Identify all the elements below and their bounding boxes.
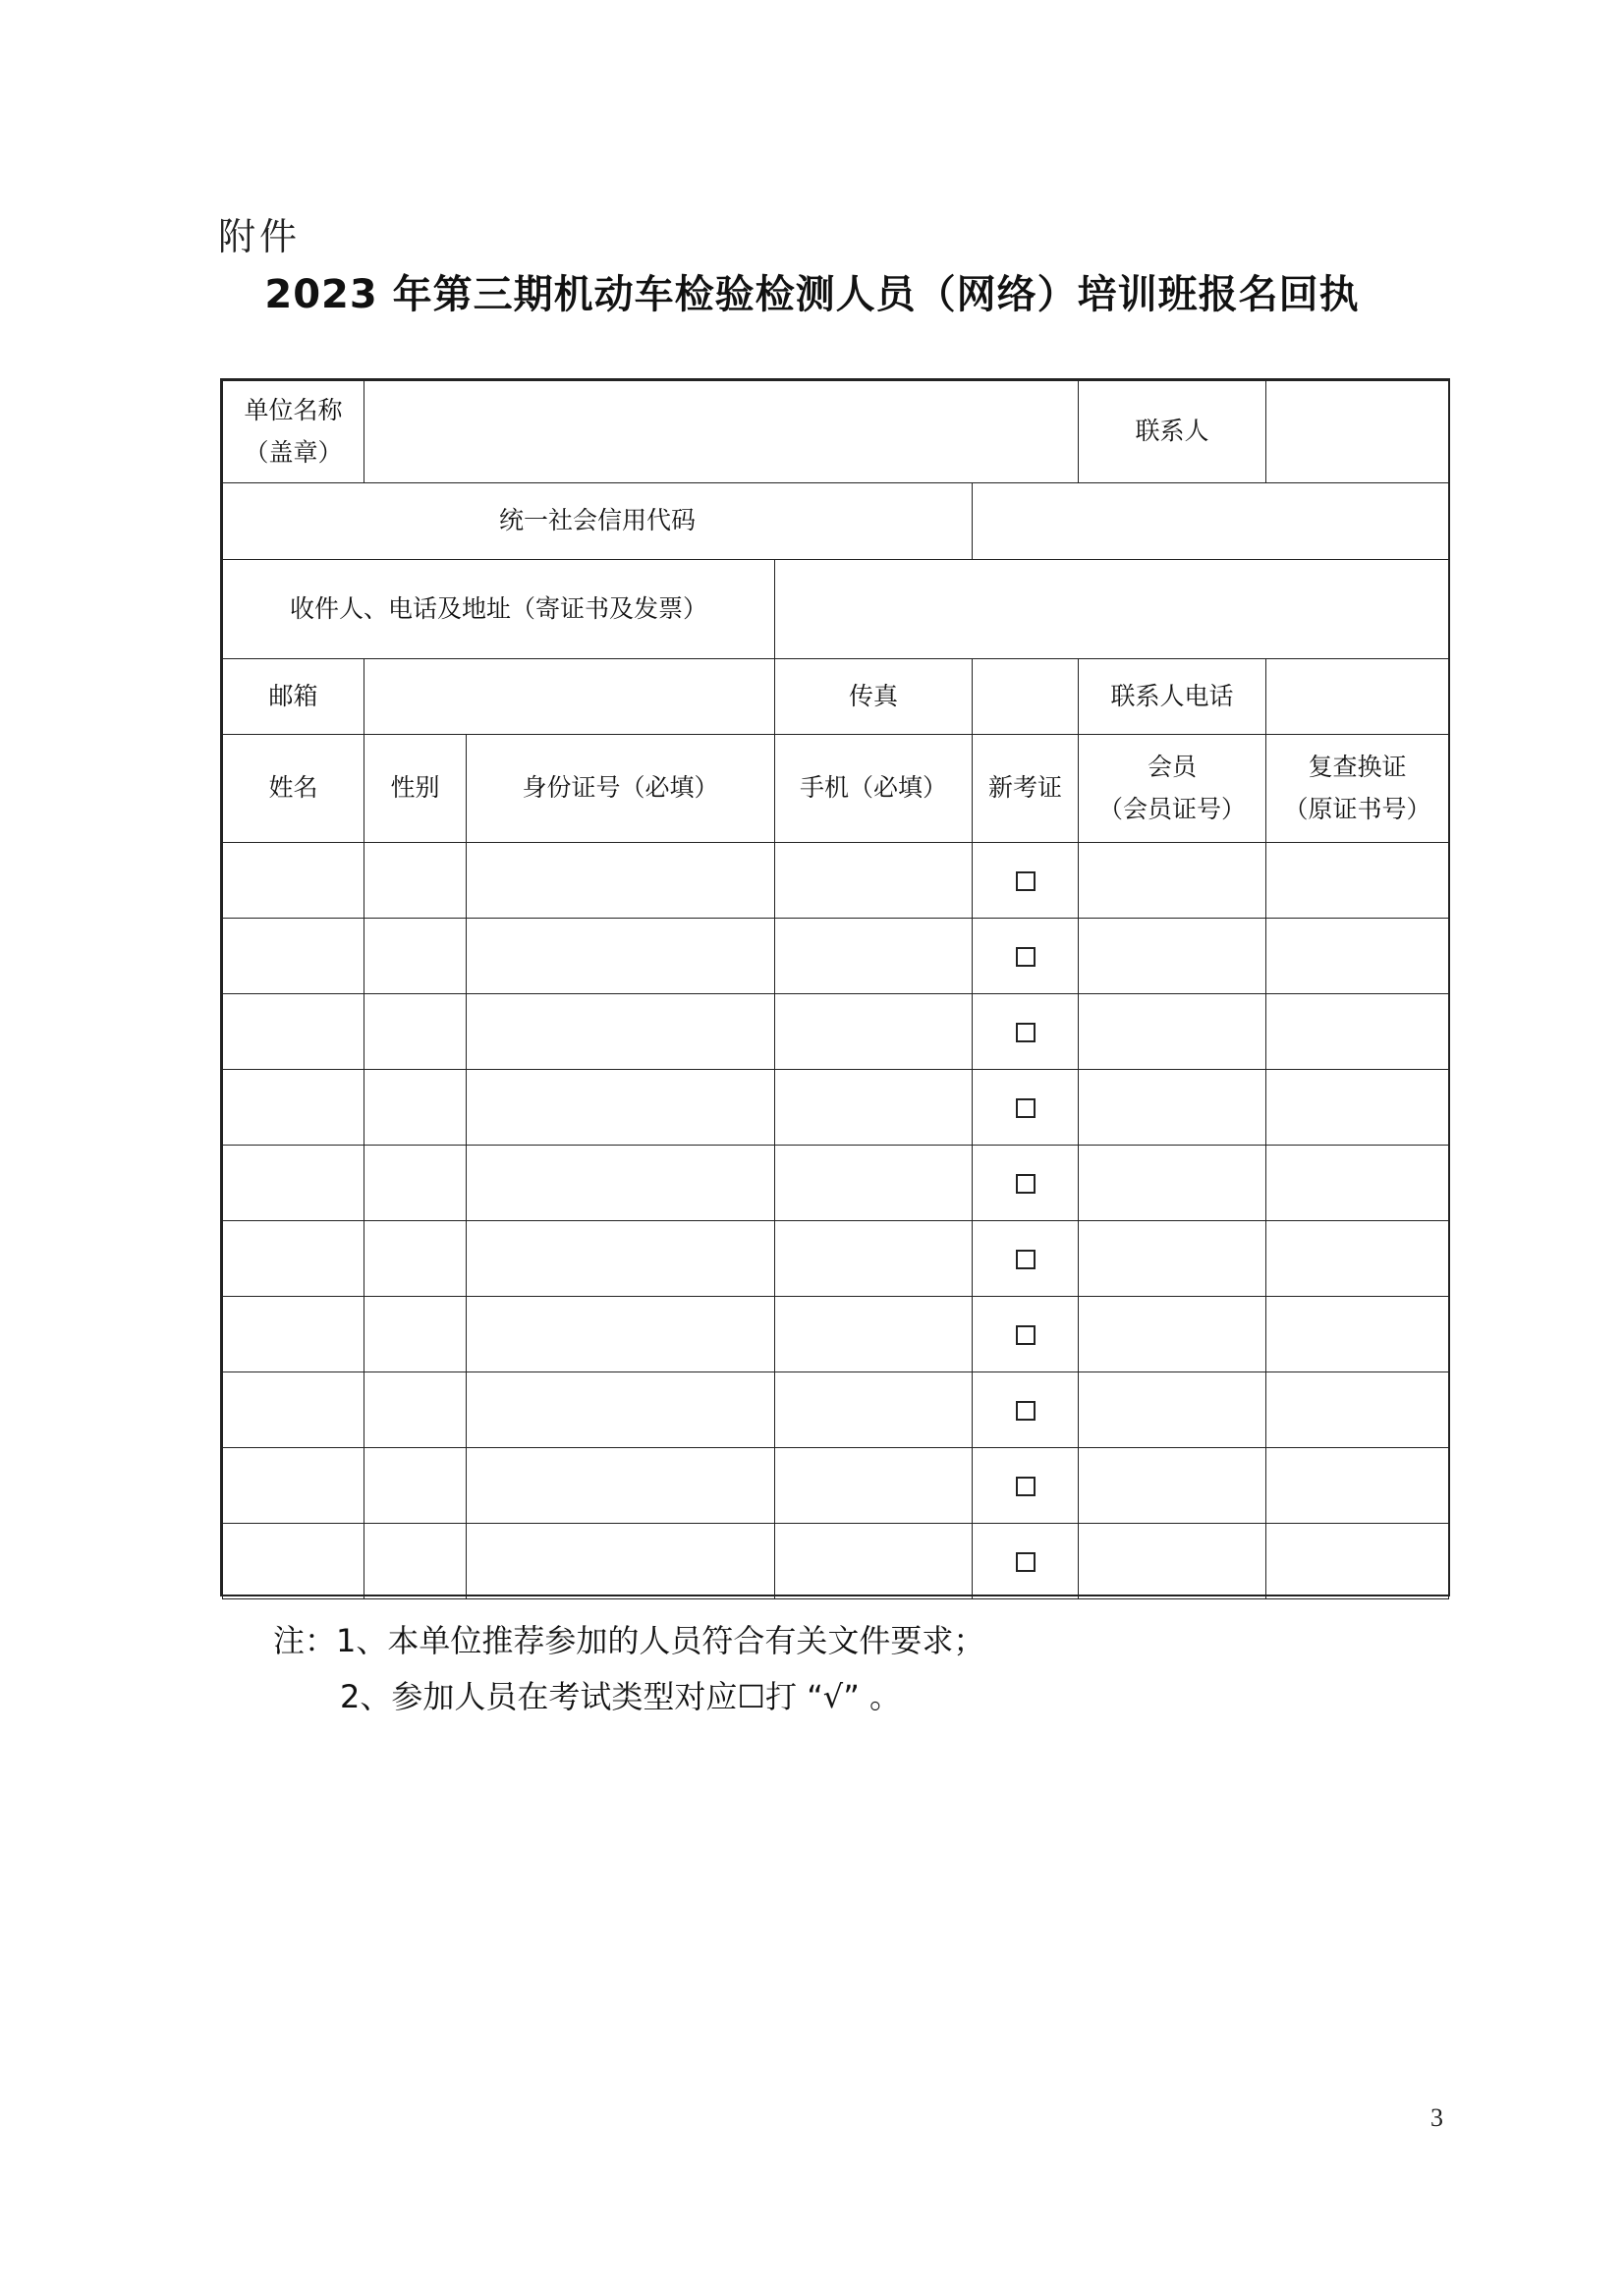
unit-name-sub: （盖章） <box>244 437 343 467</box>
new-cert-cell <box>973 1372 1079 1448</box>
id-number-cell[interactable] <box>467 994 775 1070</box>
email-fax-row <box>223 659 1449 735</box>
mobile-cell[interactable] <box>775 919 973 994</box>
review-cell[interactable] <box>1266 1297 1449 1372</box>
col-header-id-number: 身份证号（必填） <box>467 735 775 843</box>
name-cell[interactable] <box>223 1372 364 1448</box>
mobile-cell[interactable] <box>775 1221 973 1297</box>
name-cell[interactable] <box>223 994 364 1070</box>
table-row <box>223 843 1449 919</box>
contact-field[interactable] <box>1266 381 1449 483</box>
table-row <box>223 1221 1449 1297</box>
new-cert-checkbox[interactable] <box>1016 1325 1036 1345</box>
name-cell[interactable] <box>223 843 364 919</box>
id-number-cell[interactable] <box>467 843 775 919</box>
gender-cell[interactable] <box>364 1372 467 1448</box>
recipient-label: 收件人、电话及地址（寄证书及发票） <box>223 560 775 659</box>
gender-cell[interactable] <box>364 1524 467 1599</box>
name-cell[interactable] <box>223 919 364 994</box>
new-cert-checkbox[interactable] <box>1016 1250 1036 1269</box>
name-cell[interactable] <box>223 1146 364 1221</box>
new-cert-cell <box>973 843 1079 919</box>
registration-table <box>222 380 1449 1599</box>
attachment-label: 附件 <box>218 215 302 258</box>
contact-phone-label: 联系人电话 <box>1079 659 1266 735</box>
review-cell[interactable] <box>1266 1372 1449 1448</box>
new-cert-checkbox[interactable] <box>1016 1552 1036 1572</box>
gender-cell[interactable] <box>364 919 467 994</box>
note-line-1: 注：1、本单位推荐参加的人员符合有关文件要求； <box>273 1622 985 1659</box>
table-row <box>223 1146 1449 1221</box>
table-row <box>223 1448 1449 1524</box>
table-row <box>223 1372 1449 1448</box>
member-cell[interactable] <box>1079 1372 1266 1448</box>
id-number-cell[interactable] <box>467 1297 775 1372</box>
email-field[interactable] <box>364 659 775 735</box>
col-header-review: 复查换证 <box>1308 753 1407 781</box>
mobile-cell[interactable] <box>775 1372 973 1448</box>
new-cert-cell <box>973 1297 1079 1372</box>
id-number-cell[interactable] <box>467 1448 775 1524</box>
id-number-cell[interactable] <box>467 919 775 994</box>
recipient-row <box>223 560 1449 659</box>
recipient-field[interactable] <box>775 560 1449 659</box>
table-row <box>223 1070 1449 1146</box>
fax-label: 传真 <box>775 659 973 735</box>
member-cell[interactable] <box>1079 1146 1266 1221</box>
name-cell[interactable] <box>223 1070 364 1146</box>
unit-name-label: 单位名称 <box>244 396 343 424</box>
page-title: 2023 年第三期机动车检验检测人员（网络）培训班报名回执 <box>264 272 1360 317</box>
unit-name-label-cell <box>223 381 364 483</box>
new-cert-checkbox[interactable] <box>1016 1174 1036 1194</box>
credit-code-field[interactable] <box>973 483 1449 560</box>
new-cert-cell <box>973 1146 1079 1221</box>
id-number-cell[interactable] <box>467 1524 775 1599</box>
column-header-row <box>223 735 1449 843</box>
review-cell[interactable] <box>1266 1070 1449 1146</box>
registration-form <box>220 378 1450 1596</box>
review-cell[interactable] <box>1266 843 1449 919</box>
contact-phone-field[interactable] <box>1266 659 1449 735</box>
mobile-cell[interactable] <box>775 1297 973 1372</box>
col-header-member-cell <box>1079 735 1266 843</box>
id-number-cell[interactable] <box>467 1146 775 1221</box>
col-header-gender: 性别 <box>364 735 467 843</box>
name-cell[interactable] <box>223 1297 364 1372</box>
new-cert-checkbox[interactable] <box>1016 871 1036 891</box>
col-header-name: 姓名 <box>223 735 364 843</box>
new-cert-cell <box>973 1448 1079 1524</box>
col-header-review-sub: （原证书号） <box>1283 794 1431 823</box>
review-cell[interactable] <box>1266 1524 1449 1599</box>
member-cell[interactable] <box>1079 1448 1266 1524</box>
mobile-cell[interactable] <box>775 843 973 919</box>
table-row <box>223 994 1449 1070</box>
gender-cell[interactable] <box>364 1448 467 1524</box>
id-number-cell[interactable] <box>467 1070 775 1146</box>
table-row <box>223 1297 1449 1372</box>
new-cert-checkbox[interactable] <box>1016 1477 1036 1496</box>
member-cell[interactable] <box>1079 1221 1266 1297</box>
page-number: 3 <box>1430 2103 1443 2132</box>
col-header-member-sub: （会员证号） <box>1097 794 1246 823</box>
member-cell[interactable] <box>1079 1297 1266 1372</box>
mobile-cell[interactable] <box>775 1146 973 1221</box>
member-cell[interactable] <box>1079 1524 1266 1599</box>
note-line-2: 2、参加人员在考试类型对应☐打 “√” 。 <box>340 1678 901 1715</box>
credit-code-row <box>223 483 1449 560</box>
mobile-cell[interactable] <box>775 1070 973 1146</box>
new-cert-cell <box>973 1070 1079 1146</box>
review-cell[interactable] <box>1266 919 1449 994</box>
new-cert-cell <box>973 1221 1079 1297</box>
credit-code-label: 统一社会信用代码 <box>223 483 973 560</box>
id-number-cell[interactable] <box>467 1372 775 1448</box>
review-cell[interactable] <box>1266 994 1449 1070</box>
gender-cell[interactable] <box>364 994 467 1070</box>
review-cell[interactable] <box>1266 1448 1449 1524</box>
member-cell[interactable] <box>1079 1070 1266 1146</box>
notes <box>273 1613 984 1725</box>
gender-cell[interactable] <box>364 1146 467 1221</box>
new-cert-checkbox[interactable] <box>1016 947 1036 967</box>
new-cert-cell <box>973 994 1079 1070</box>
member-cell[interactable] <box>1079 843 1266 919</box>
gender-cell[interactable] <box>364 1297 467 1372</box>
member-cell[interactable] <box>1079 994 1266 1070</box>
new-cert-checkbox[interactable] <box>1016 1098 1036 1118</box>
new-cert-cell <box>973 1524 1079 1599</box>
new-cert-cell <box>973 919 1079 994</box>
gender-cell[interactable] <box>364 843 467 919</box>
review-cell[interactable] <box>1266 1146 1449 1221</box>
mobile-cell[interactable] <box>775 994 973 1070</box>
table-row <box>223 919 1449 994</box>
gender-cell[interactable] <box>364 1221 467 1297</box>
member-cell[interactable] <box>1079 919 1266 994</box>
contact-label: 联系人 <box>1079 381 1266 483</box>
name-cell[interactable] <box>223 1221 364 1297</box>
id-number-cell[interactable] <box>467 1221 775 1297</box>
unit-name-field[interactable] <box>364 381 1079 483</box>
name-cell[interactable] <box>223 1448 364 1524</box>
name-cell[interactable] <box>223 1524 364 1599</box>
fax-field[interactable] <box>973 659 1079 735</box>
unit-row <box>223 381 1449 483</box>
new-cert-checkbox[interactable] <box>1016 1023 1036 1042</box>
email-label: 邮箱 <box>223 659 364 735</box>
col-header-member: 会员 <box>1147 753 1197 781</box>
review-cell[interactable] <box>1266 1221 1449 1297</box>
col-header-review-cell <box>1266 735 1449 843</box>
mobile-cell[interactable] <box>775 1448 973 1524</box>
col-header-new-cert: 新考证 <box>973 735 1079 843</box>
col-header-mobile: 手机（必填） <box>775 735 973 843</box>
mobile-cell[interactable] <box>775 1524 973 1599</box>
table-row <box>223 1524 1449 1599</box>
new-cert-checkbox[interactable] <box>1016 1401 1036 1421</box>
gender-cell[interactable] <box>364 1070 467 1146</box>
